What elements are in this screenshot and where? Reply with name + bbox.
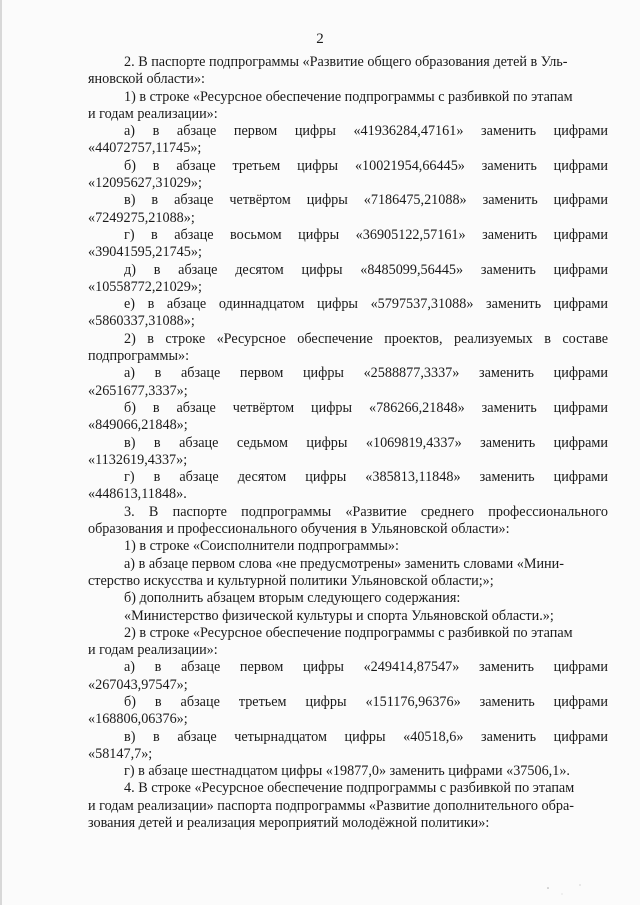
text-line: 2) в строке «Ресурсное обеспечение проектов, реализуемых в составе [124,330,608,347]
text-line: г) в абзаце шестнадцатом цифры «19877,0» заменить цифрами «37506,1». [124,763,570,780]
text-line: в) в абзаце четвёртом цифры «7186475,21088» заменить цифрами [124,192,608,209]
text-line: «849066,21848»; [88,417,188,434]
document-body [88,54,608,832]
text-line: б) в абзаце четвёртом цифры «786266,21848» заменить цифрами [124,399,608,416]
text-line: стерство искусства и культурной политики Ульяновской области;»; [88,572,494,589]
text-line: зования детей и реализация мероприятий молодёжной политики»: [88,815,490,832]
text-line: и годам реализации»: [88,642,218,659]
text-line: 1) в строке «Ресурсное обеспечение подпрограммы с разбивкой по этапам [124,88,573,105]
text-line: «58147,7»; [88,745,153,762]
text-line: яновской области»: [88,71,205,88]
text-line: е) в абзаце одиннадцатом цифры «5797537,31088» заменить цифрами [124,296,608,313]
text-line: образования и профессионального обучения в Ульяновской области»: [88,521,510,538]
text-line: а) в абзаце первом цифры «249414,87547» заменить цифрами [124,659,608,676]
text-line: а) в абзаце первом цифры «41936284,47161» заменить цифрами [124,123,608,140]
text-line: «39041595,21745»; [88,244,202,261]
text-line: д) в абзаце десятом цифры «8485099,56445» заменить цифрами [124,261,608,278]
text-line: «2651677,3337»; [88,382,188,399]
text-line: б) в абзаце третьем цифры «151176,96376» заменить цифрами [124,693,608,710]
text-line: а) в абзаце первом цифры «2588877,3337» заменить цифрами [124,365,608,382]
text-line: б) дополнить абзацем вторым следующего содержания: [124,590,461,607]
text-line: в) в абзаце седьмом цифры «1069819,4337» заменить цифрами [124,434,608,451]
text-line: «10558772,21029»; [88,278,202,295]
text-line: 3. В паспорте подпрограммы «Развитие среднего профессионального [124,503,608,520]
text-line: «7249275,21088»; [88,209,195,226]
text-line: г) в абзаце восьмом цифры «36905122,57161» заменить цифрами [124,226,608,243]
text-line: «267043,97547»; [88,676,188,693]
text-line: «1132619,4337»; [88,451,188,468]
text-line: «44072757,11745»; [88,140,202,157]
text-line: подпрограммы»: [88,348,190,365]
text-line: г) в абзаце десятом цифры «385813,11848» заменить цифрами [124,469,608,486]
text-line: б) в абзаце третьем цифры «10021954,66445» заменить цифрами [124,157,608,174]
text-line: 2) в строке «Ресурсное обеспечение подпрограммы с разбивкой по этапам [124,624,573,641]
text-line: «168806,06376»; [88,711,188,728]
page-number: 2 [316,31,324,47]
text-line: 1) в строке «Соисполнители подпрограммы»: [124,538,399,555]
text-line: «Министерство физической культуры и спорта Ульяновской области.»; [124,607,554,624]
text-line: 2. В паспорте подпрограммы «Развитие общего образования детей в Уль- [124,54,568,70]
text-line: а) в абзаце первом слова «не предусмотрены» заменить словами «Мини- [124,555,564,572]
text-line: и годам реализации»: [88,105,218,122]
text-line: в) в абзаце четырнадцатом цифры «40518,6» заменить цифрами [124,728,608,745]
scan-edge [0,0,2,905]
text-line: «5860337,31088»; [88,313,195,330]
scan-speck-marks [540,880,600,900]
text-line: «12095627,31029»; [88,175,202,192]
text-line: и годам реализации» паспорта подпрограммы «Развитие дополнительного обра- [88,797,574,814]
text-line: «448613,11848». [88,486,187,503]
text-line: 4. В строке «Ресурсное обеспечение подпрограммы с разбивкой по этапам [124,780,575,797]
